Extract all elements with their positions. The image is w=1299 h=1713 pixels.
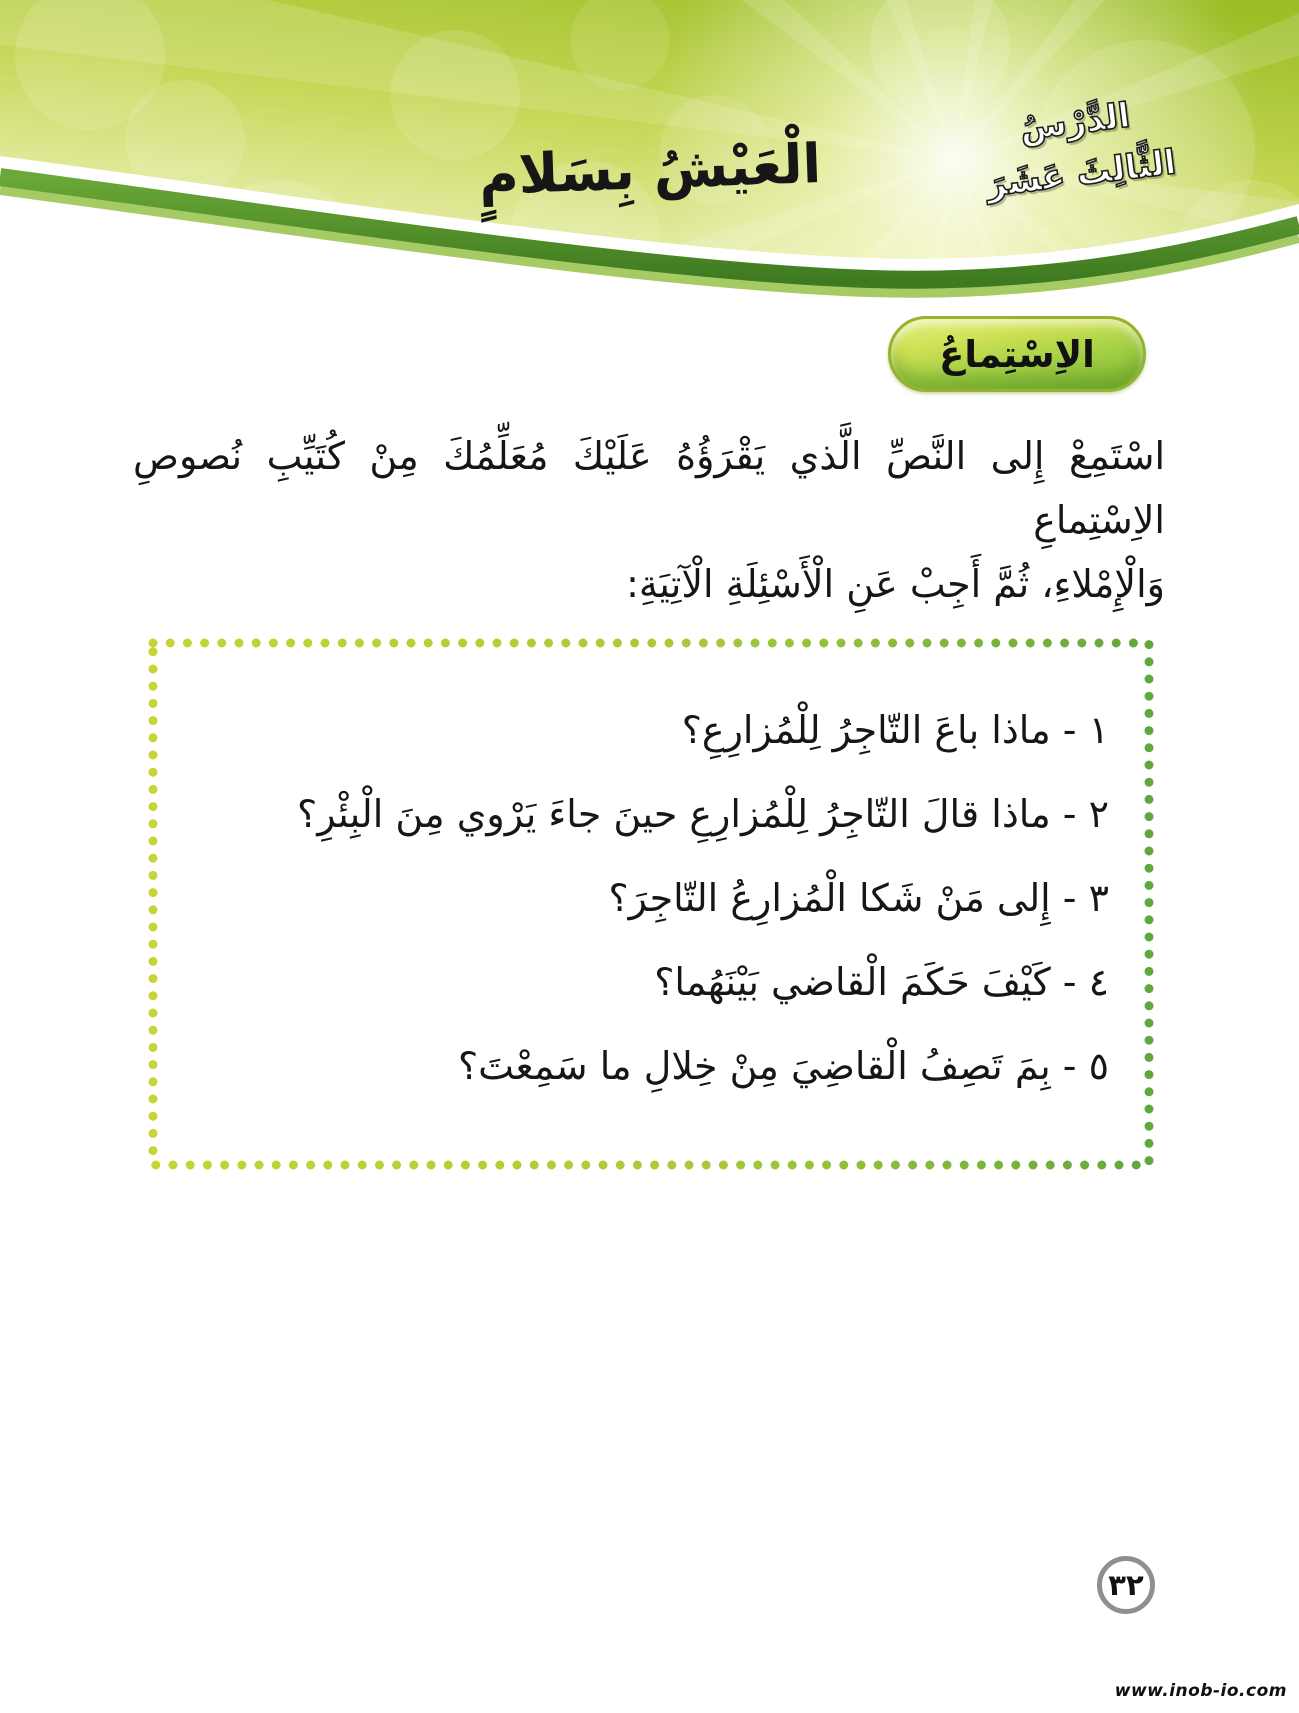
page-number: ٣٢ (1108, 1568, 1144, 1602)
page-number-badge (1097, 1556, 1155, 1614)
watermark-text: www.inob-io.com (1114, 1681, 1287, 1701)
page-title: الْعَيْشُ بِسَلامٍ (477, 132, 823, 207)
questions-list (215, 702, 1109, 1094)
question-1: ١ - ماذا باعَ التّاجِرُ لِلْمُزارِعِ؟ (681, 708, 1109, 752)
question-2: ٢ - ماذا قالَ التّاجِرُ لِلْمُزارِعِ حينَ جاءَ يَرْوي مِنَ الْبِئْرِ؟ (297, 792, 1109, 836)
instruction-paragraph (133, 424, 1165, 616)
instruction-line2: وَالْإِمْلاءِ، ثُمَّ أَجِبْ عَنِ الْأَسْئِلَةِ الْآتِيَةِ: (626, 562, 1165, 606)
question-4: ٤ - كَيْفَ حَكَمَ الْقاضي بَيْنَهُما؟ (654, 960, 1109, 1004)
question-5: ٥ - بِمَ تَصِفُ الْقاضِيَ مِنْ خِلالِ ما سَمِعْتَ؟ (458, 1044, 1109, 1088)
lesson-label-line2: الثَّالِثَ عَشَرَ (984, 142, 1179, 206)
question-3: ٣ - إِلى مَنْ شَكا الْمُزارِعُ التّاجِرَ؟ (608, 876, 1109, 920)
lesson-label-line1: الدَّرْسُ (1017, 95, 1133, 149)
listening-section-badge (888, 316, 1146, 392)
instruction-line1: اسْتَمِعْ إِلى النَّصِّ الَّذي يَقْرَؤُهُ عَلَيْكَ مُعَلِّمُكَ مِنْ كُتَيِّبِ نُصوصِ الاِسْتِماعِ (133, 434, 1165, 542)
listening-badge-label: الاِسْتِماعُ (939, 332, 1095, 376)
